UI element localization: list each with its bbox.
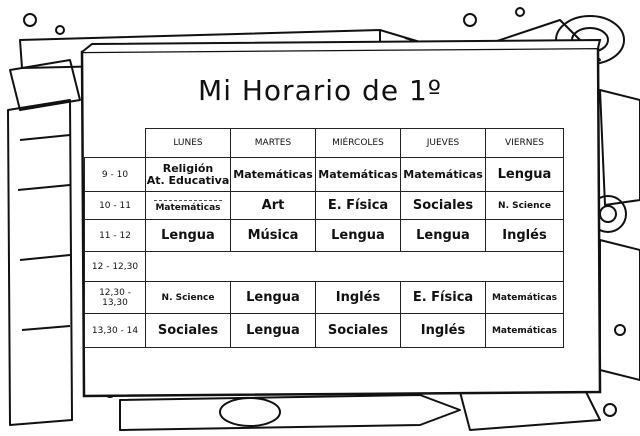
time-slot: 11 - 12 [85,220,146,252]
class-cell: Lengua [401,220,486,252]
class-cell: N. Science [146,282,231,314]
table-row [85,282,564,314]
class-cell: Matemáticas [486,282,564,314]
book-icon [8,100,72,425]
day-header: MIÉRCOLES [316,129,401,158]
class-cell: Sociales [146,314,231,348]
class-cell-line: Religión [162,161,214,175]
class-cell-label [146,163,230,187]
class-cell: Matemáticas [316,158,401,192]
table-row [85,314,564,348]
time-slot: 12 - 12,30 [85,252,146,282]
class-cell: Lengua [486,158,564,192]
paintbrush-icon [120,395,460,430]
class-cell [146,192,231,220]
day-header: VIERNES [486,129,564,158]
table-row [85,220,564,252]
day-header: JUEVES [401,129,486,158]
class-cell: Matemáticas [231,158,316,192]
class-cell: E. Física [316,192,401,220]
class-cell: Inglés [486,220,564,252]
class-cell: Sociales [316,314,401,348]
class-cell: N. Science [486,192,564,220]
day-header: MARTES [231,129,316,158]
day-header: LUNES [146,129,231,158]
time-slot: 9 - 10 [85,158,146,192]
class-cell: Inglés [401,314,486,348]
class-cell: Lengua [316,220,401,252]
class-cell: Matemáticas [486,314,564,348]
schedule-table [84,128,564,348]
header-row [85,129,564,158]
table-row [85,192,564,220]
class-cell: Lengua [231,314,316,348]
corner-cell [85,129,146,158]
class-cell-line: At. Educativa [146,173,230,187]
class-cell-label: Matemáticas [154,200,222,213]
class-cell [146,158,231,192]
class-cell: Sociales [401,192,486,220]
class-cell: Lengua [231,282,316,314]
class-cell: Inglés [316,282,401,314]
page-title: Mi Horario de 1º [198,74,442,107]
time-slot: 12,30 - 13,30 [85,282,146,314]
paint-tube-icon [600,90,640,205]
class-cell: Música [231,220,316,252]
table-row [85,158,564,192]
class-cell: Matemáticas [401,158,486,192]
time-slot: 13,30 - 14 [85,314,146,348]
class-cell: Lengua [146,220,231,252]
class-cell: E. Física [401,282,486,314]
table-row [85,252,564,282]
break-cell [146,252,564,282]
time-slot: 10 - 11 [85,192,146,220]
class-cell: Art [231,192,316,220]
